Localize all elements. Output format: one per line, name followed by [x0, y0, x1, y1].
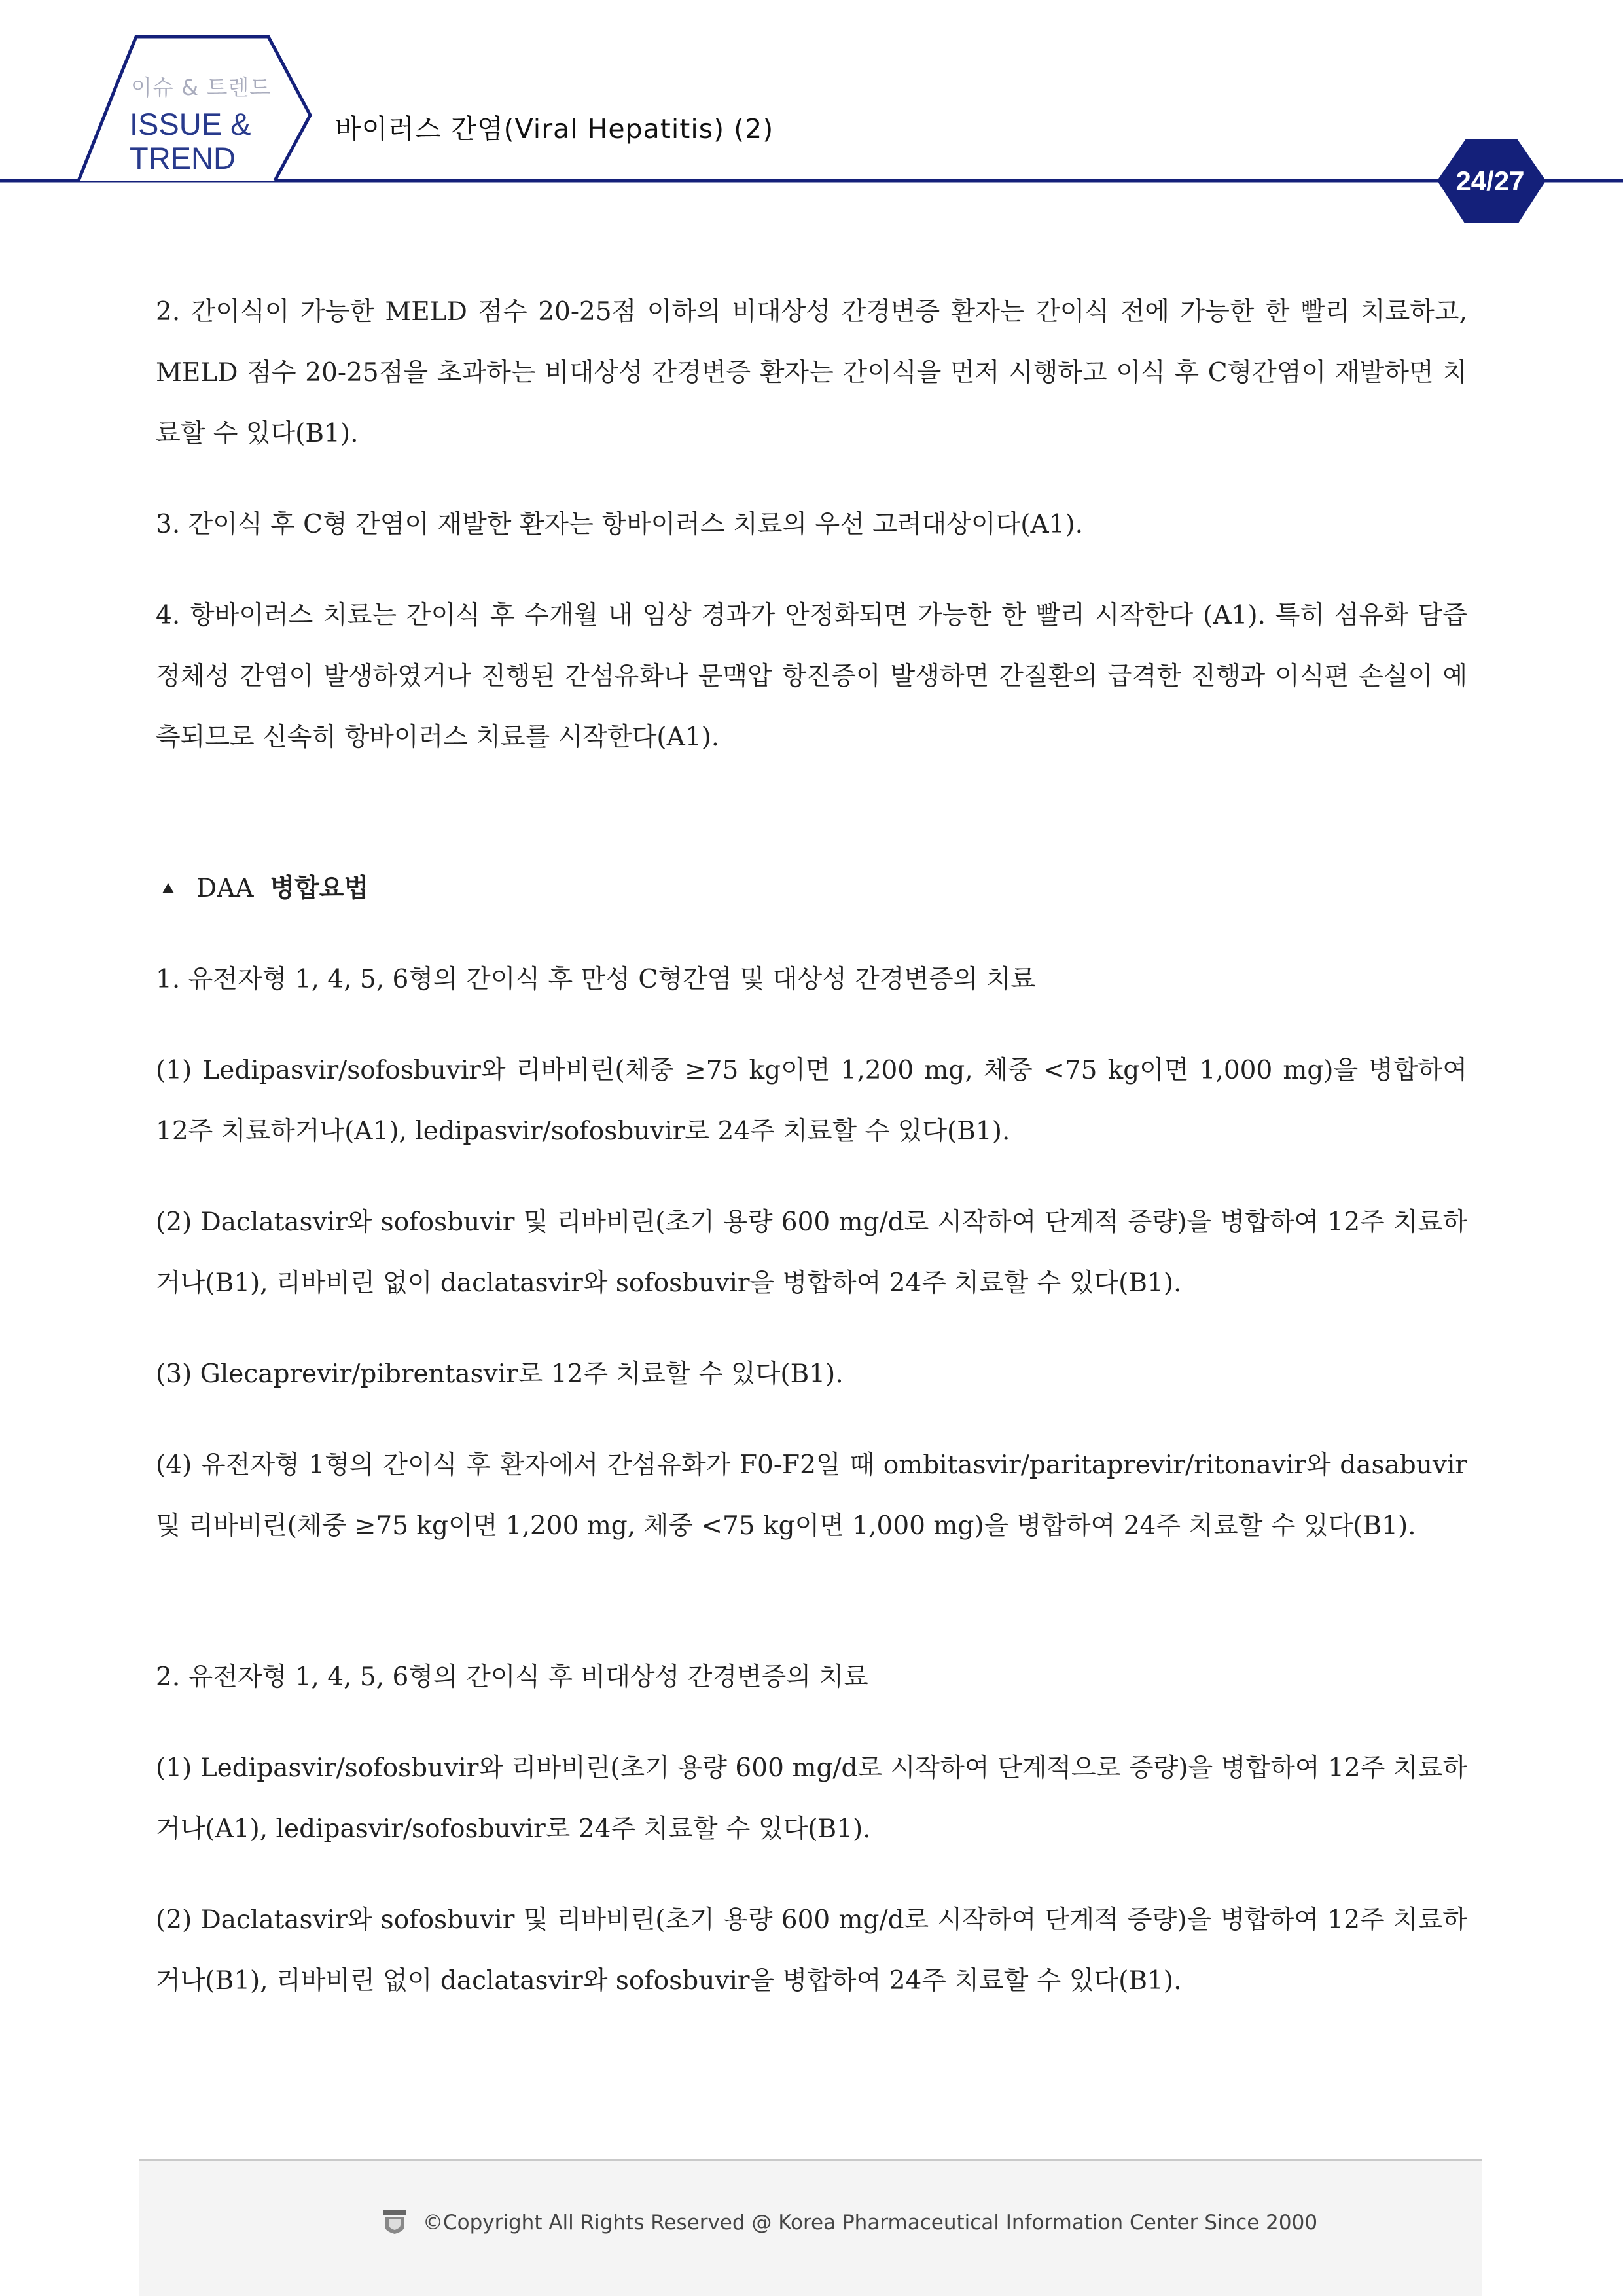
subsection-1-item-3: (3) Glecaprevir/pibrentasvir로 12주 치료할 수 있다(B1).: [156, 1359, 844, 1389]
paragraph-4: 4. 항바이러스 치료는 간이식 후 수개월 내 임상 경과가 안정화되면 가능한 한 빨리 시작한다 (A1). 특히 섬유화 담즙 정체성 간염이 발생하였거나 진행된 간섬유화나 문맥압 항진증이 발생하면 간질환의 급격한 진행과 이식편 손실이 예측되므로 신속히 항바이러스 치료를 시작한다(A1).: [156, 601, 1467, 752]
subsection-1-title: 1. 유전자형 1, 4, 5, 6형의 간이식 후 만성 C형간염 및 대상성 간경변증의 치료: [156, 965, 1036, 994]
section-heading-title: 병합요법: [270, 873, 369, 903]
triangle-bullet-icon: [162, 883, 174, 893]
document-title: 바이러스 간염(Viral Hepatitis) (2): [335, 113, 774, 145]
subsection-1-item-1: (1) Ledipasvir/sofosbuvir와 리바비린(체중 ≥75 kg이면 1,200 mg, 체중 <75 kg이면 1,000 mg)을 병합하여 12주 치료하거나(A1), ledipasvir/sofosbuvir로 24주 치료할 수 있다(B1).: [156, 1056, 1467, 1146]
copyright-text: ©Copyright All Rights Reserved @ Korea Pharmaceutical Information Center Since 2000: [423, 2211, 1318, 2234]
page-number: 24/27: [1455, 166, 1525, 196]
badge-title-line1: ISSUE &: [130, 107, 251, 141]
subsection-2-item-1: (1) Ledipasvir/sofosbuvir와 리바비린(초기 용량 600 mg/d로 시작하여 단계적으로 증량)을 병합하여 12주 치료하거나(A1), ledipasvir/sofosbuvir로 24주 치료할 수 있다(B1).: [156, 1753, 1467, 1844]
section-heading-prefix: DAA: [196, 874, 254, 903]
paragraph-2: 2. 간이식이 가능한 MELD 점수 20-25점 이하의 비대상성 간경변증 환자는 간이식 전에 가능한 한 빨리 치료하고, MELD 점수 20-25점을 초과하는 비대상성 간경변증 환자는 간이식을 먼저 시행하고 이식 후 C형간염이 재발하면 치료할 수 있다(B1).: [156, 297, 1467, 448]
kpic-logo-icon: [382, 2209, 407, 2235]
badge-subtitle: 이슈 & 트렌드: [131, 75, 272, 100]
subsection-1-item-2: (2) Daclatasvir와 sofosbuvir 및 리바비린(초기 용량 600 mg/d로 시작하여 단계적 증량)을 병합하여 12주 치료하거나(B1), 리바비린 없이 daclatasvir와 sofosbuvir을 병합하여 24주 치료할 수 있다(B1).: [156, 1208, 1467, 1298]
subsection-1-item-4: (4) 유전자형 1형의 간이식 후 환자에서 간섬유화가 F0-F2일 때 ombitasvir/paritaprevir/ritonavir와 dasabuvir 및 리바비린(체중 ≥75 kg이면 1,200 mg, 체중 <75 kg이면 1,000 mg)을 병합하여 24주 치료할 수 있다(B1).: [156, 1450, 1467, 1541]
section-heading: [156, 858, 1467, 919]
page-header: [0, 0, 1623, 223]
document-body: [156, 281, 1467, 2011]
subsection-2-item-2: (2) Daclatasvir와 sofosbuvir 및 리바비린(초기 용량 600 mg/d로 시작하여 단계적 증량)을 병합하여 12주 치료하거나(B1), 리바비린 없이 daclatasvir와 sofosbuvir을 병합하여 24주 치료할 수 있다(B1).: [156, 1905, 1467, 1996]
subsection-2-title: 2. 유전자형 1, 4, 5, 6형의 간이식 후 비대상성 간경변증의 치료: [156, 1662, 868, 1692]
paragraph-3: 3. 간이식 후 C형 간염이 재발한 환자는 항바이러스 치료의 우선 고려대상이다(A1).: [156, 510, 1084, 539]
badge-title-line2: TREND: [130, 141, 236, 175]
